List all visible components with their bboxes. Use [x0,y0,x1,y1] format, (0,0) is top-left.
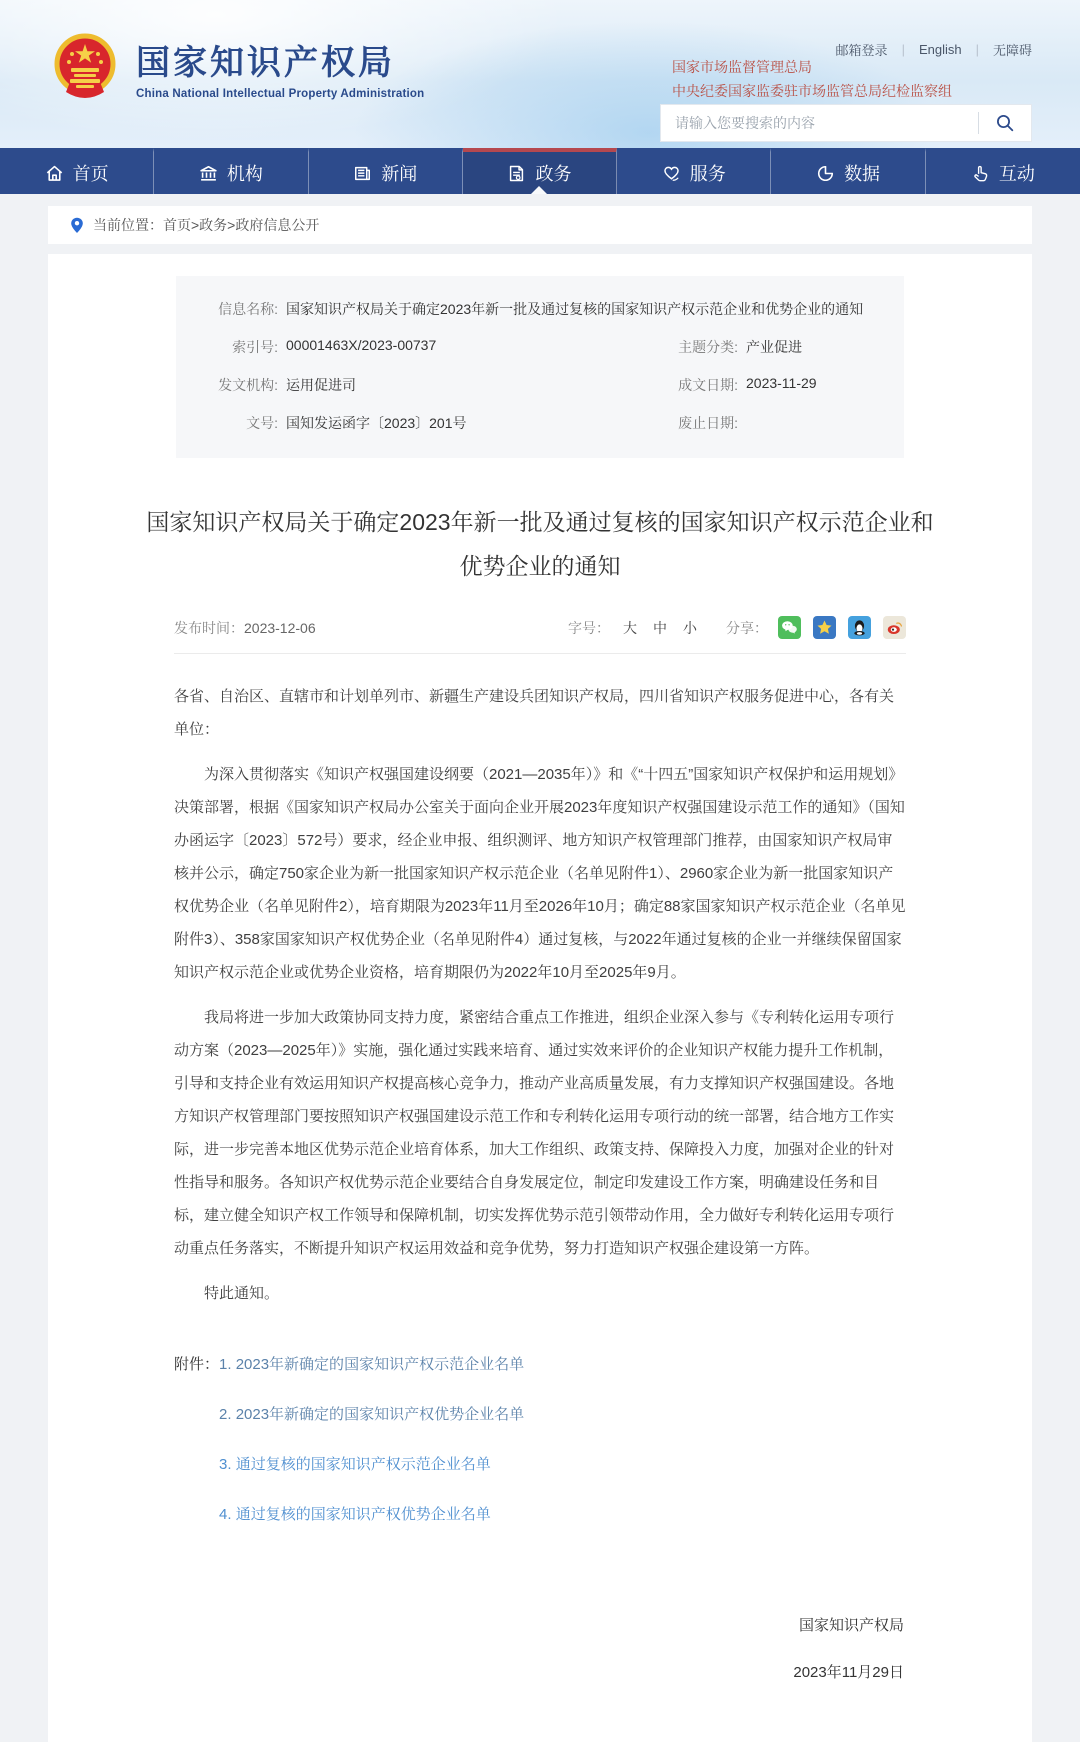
nav-item-interaction[interactable] [926,148,1080,194]
signature-date: 2023年11月29日 [793,1664,904,1681]
search-icon [995,113,1015,133]
info-topic-value: 产业促进 [746,339,802,355]
info-name-label: 信息名称: [218,301,278,317]
info-repeal-value [746,413,878,433]
content-card [48,254,1032,1742]
search-bar [660,104,1032,142]
share-icons [778,616,906,639]
qq-icon[interactable] [848,616,871,639]
nav-item-data[interactable] [771,148,925,194]
info-issuer-value: 运用促进司 [286,377,356,393]
article-title: 国家知识产权局关于确定2023年新一批及通过复核的国家知识产权示范企业和优势企业的通知 [146,509,934,579]
attachments-list [219,1350,524,1550]
english-link[interactable]: English [918,42,962,57]
breadcrumb-path[interactable]: 首页>政务>政府信息公开 [163,217,320,233]
nav-label: 机构 [226,164,263,184]
signature-block [48,1614,904,1682]
attachments-section [174,1350,906,1550]
font-size-small-button[interactable]: 小 [683,619,697,636]
attachment-link-1[interactable]: 1. 2023年新确定的国家知识产权示范企业名单 [219,1356,525,1373]
info-row-index-topic [202,328,878,366]
article-meta [174,616,906,654]
data-pie-icon [816,164,835,183]
publish-time-value: 2023-12-06 [244,619,316,636]
supervisor-line-2: 中央纪委国家监委驻市场监管总局纪检监察组 [672,83,952,99]
interact-hand-icon [971,164,990,183]
supervisor-agencies [672,55,952,103]
nav-label: 互动 [998,164,1035,184]
paragraph-closing: 特此通知。 [204,1285,280,1302]
nav-item-organization[interactable] [154,148,308,194]
meta-right [568,616,906,639]
attachments-label: 附件： [174,1356,220,1373]
national-emblem-icon [52,30,118,104]
info-docno-label: 文号: [246,415,278,431]
divider: | [901,42,905,57]
logo-text [136,35,424,100]
info-row-name [202,290,878,328]
info-index-value: 00001463X/2023-00737 [286,337,437,353]
bank-icon [199,164,218,183]
site-subtitle: China National Intellectual Property Administration [136,87,425,100]
nav-label: 新闻 [381,164,418,184]
attachment-link-2[interactable]: 2. 2023年新确定的国家知识产权优势企业名单 [219,1406,525,1423]
nav-item-services[interactable] [617,148,771,194]
document-info-table [176,276,904,458]
publish-time [174,618,316,638]
info-date-label: 成文日期: [678,377,738,393]
info-docno-value: 国知发运函字〔2023〕201号 [286,415,467,431]
news-icon [353,164,372,183]
info-repeal-label: 废止日期: [678,415,738,431]
info-row-issuer-date [202,366,878,404]
info-date-value: 2023-11-29 [746,375,817,391]
supervisor-line-1: 国家市场监督管理总局 [672,59,812,75]
paragraph-2: 我局将进一步加大政策协同支持力度，紧密结合重点工作推进，组织企业深入参与《专利转化运用专项行动方案（2023—2025年）》实施，强化通过实践来培育、通过实效来评价的企业知识产权能力提升工作机制，引导和支持企业有效运用知识产权提高核心竞争力，推动产业高质量发展，有力支撑知识产权强国建设。各地方知识产权管理部门要按照知识产权强国建设示范工作和专利转化运用专项行动的统一部署，结合地方工作实际，进一步完善本地区优势示范企业培育体系，加大工作组织、政策支持、保障投入力度，加强对企业的针对性指导和服务。各知识产权优势示范企业要结合自身发展定位，制定印发建设工作方案，明确建设任务和目标，建立健全知识产权工作领导和保障机制，切实发挥优势示范引领带动作用，全力做好专利转化运用专项行动重点任务落实，不断提升知识产权运用效益和竞争优势，努力打造知识产权强企建设第一方阵。 [174,1009,895,1257]
breadcrumb-label: 当前位置： [93,217,163,233]
nav-label: 政务 [535,164,572,184]
site-header [0,0,1080,148]
nav-item-news[interactable] [309,148,463,194]
qzone-icon[interactable] [813,616,836,639]
nav-label: 数据 [844,164,881,184]
main-nav [0,148,1080,194]
publish-time-label: 发布时间： [174,619,244,636]
search-button[interactable] [979,105,1031,141]
search-input[interactable] [661,105,978,141]
nav-item-government-affairs[interactable] [463,148,617,194]
article-body [174,680,906,1310]
font-size-label: 字号： [568,619,610,636]
info-topic-label: 主题分类: [678,339,738,355]
service-heart-icon [662,164,681,183]
font-size-medium-button[interactable]: 中 [653,619,667,636]
paragraph-1: 为深入贯彻落实《知识产权强国建设纲要（2021—2035年）》和《“十四五”国家知识产权保护和运用规划》决策部署，根据《国家知识产权局办公室关于面向企业开展2023年度知识产权强国建设示范工作的通知》（国知办函运字〔2023〕572号）要求，经企业申报、组织测评、地方知识产权管理部门推荐，由国家知识产权局审核并公示，确定750家企业为新一批国家知识产权示范企业（名单见附件1）、2960家企业为新一批国家知识产权优势企业（名单见附件2），培育期限为2023年11月至2026年10月；确定88家国家知识产权示范企业（名单见附件3）、358家国家知识产权优势企业（名单见附件4）通过复核，与2022年通过复核的企业一并继续保留国家知识产权示范企业或优势企业资格，培育期限仍为2022年10月至2025年9月。 [174,766,906,981]
nav-label: 首页 [72,164,109,184]
document-icon [507,164,526,183]
share-label: 分享： [726,619,768,636]
font-size-large-button[interactable]: 大 [623,619,637,636]
breadcrumb [48,206,1032,244]
signature-org: 国家知识产权局 [798,1617,904,1634]
info-issuer-label: 发文机构: [218,377,278,393]
nav-item-home[interactable] [0,148,154,194]
paragraph-salutation: 各省、自治区、直辖市和计划单列市、新疆生产建设兵团知识产权局，四川省知识产权服务促进中心，各有关单位： [174,688,895,738]
site-title: 国家知识产权局 [136,43,395,82]
location-pin-icon [70,217,84,234]
logo[interactable] [52,30,424,104]
mail-login-link[interactable]: 邮箱登录 [835,43,888,58]
info-index-label: 索引号: [232,339,278,355]
home-icon [45,164,64,183]
accessibility-link[interactable]: 无障碍 [992,43,1032,58]
info-name-value: 国家知识产权局关于确定2023年新一批及通过复核的国家知识产权示范企业和优势企业的通知 [286,301,864,317]
attachment-link-4[interactable]: 4. 通过复核的国家知识产权优势企业名单 [219,1506,491,1523]
weibo-icon[interactable] [883,616,906,639]
divider: | [975,42,979,57]
wechat-icon[interactable] [778,616,801,639]
nav-label: 服务 [689,164,726,184]
active-tab-indicator [531,186,547,194]
info-row-docno-repeal [202,404,878,442]
attachment-link-3[interactable]: 3. 通过复核的国家知识产权示范企业名单 [219,1456,491,1473]
